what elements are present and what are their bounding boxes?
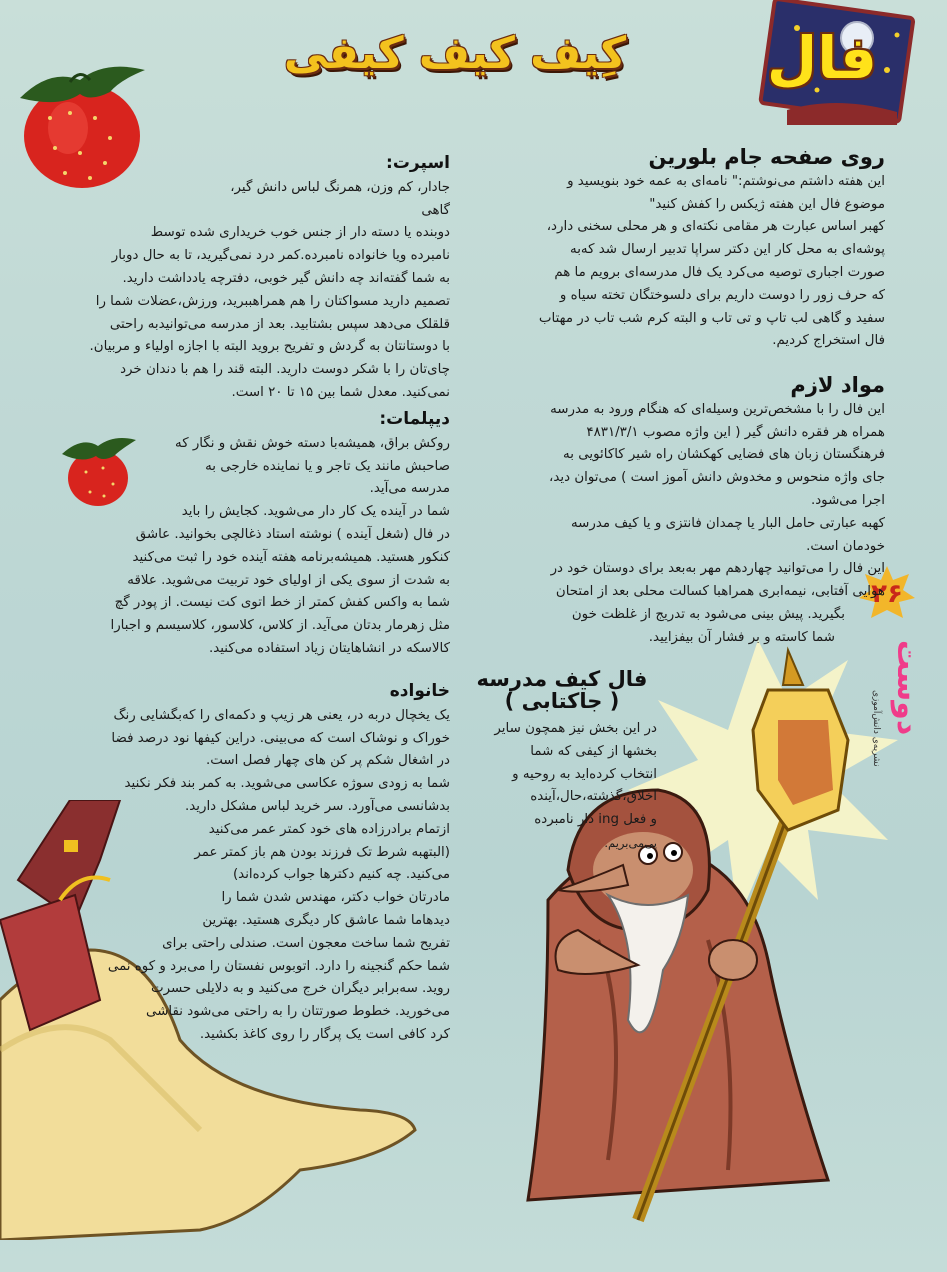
text-line: کالاسکه در انشاهایتان زیاد استفاده می‌کنید. (208, 640, 450, 656)
text-line: هوایی آفتابی، نیمه‌ابری همراهبا کسالت محلی بعد از امتحان (555, 584, 885, 600)
text-line: می‌کنید. چه کنیم دکترها جواب کرده‌اند) (232, 867, 450, 883)
text-line: مدرسه می‌آید. (369, 481, 450, 497)
brand-subtitle: نشریه‌ی دانش‌آموزی (871, 690, 881, 767)
text-line: روکش براق، همیشه‌با دسته خوش نقش و نگار که (175, 435, 450, 451)
text-line: اخلاق،گذشته،حال،آینده (530, 789, 657, 805)
text-line: همراه هر فقره دانش گیر ( این واژه مصوب ۴۸۳۱/۳/۱ (586, 424, 885, 440)
text-line: به شدت از سوی یکی از اولیای خود تربیت می‌شوید. علاقه (127, 572, 450, 588)
text-line: شما در آینده یک کار دار می‌شوید. کجایش را باید (181, 504, 450, 520)
text-line: کهبر اساس عبارت هر مقامی نکته‌ای و هر محلی سخنی دارد، (546, 219, 885, 235)
text-line: کهبه عبارتی حامل البار یا چمدان فانتزی و یا کیف مدرسه (571, 515, 885, 531)
heading-line: ( جاکتابی ) (504, 689, 620, 713)
text-line: مثل زهرمار بدتان می‌آید. از کلاس، کلاسور، کلاسیسم و اجبارا (110, 618, 450, 634)
text-line: اجرا می‌شود. (810, 492, 885, 508)
section-heading-family: خانواده (389, 681, 450, 701)
text-line: بخشها از کیفی که شما (530, 743, 657, 759)
text-line: دیدهاما شما عاشق کار دیگری هستید. بهترین (202, 912, 450, 928)
text-line: در فال (شغل آینده ) نوشته استاد ذغالچی بخوانید. عاشق (135, 526, 450, 542)
text-line: سفید و گاهی لب تاپ و تی تاب و البته کرم شب تاب در مهتاب (538, 310, 885, 326)
section-heading-materials: مواد لازم (790, 373, 885, 397)
text-line: جای واژه منحوس و مخدوش دانش آموز است ) می‌توان دید، (549, 470, 885, 486)
text-line: بگیرید. پیش بینی می‌شود به تدریج از غلظت خون (571, 606, 845, 622)
text-line: انتخاب کرده‌اید به روحیه و (512, 766, 657, 782)
section-sport (80, 152, 450, 405)
text-line: در این بخش نیز همچون سایر (494, 721, 657, 736)
text-line: تصمیم دارید مسواکتان را هم همراهببرید، ورزش،عضلات شما را (95, 293, 450, 309)
section-heading-school-bag (467, 668, 657, 712)
section-heading-sport: اسپرت: (386, 153, 450, 173)
section-family (80, 680, 450, 1047)
text-line: ازتمام برادرزاده های خود کمتر عمر می‌کنید (208, 821, 450, 837)
text-line: شما کاسته و بر فشار آن بیفزایید. (648, 629, 835, 645)
text-line: که حرف زور را دوست داریم برای دلسوختگان تخته سیاه و (559, 287, 885, 303)
text-line: چای‌تان را با شکر دوست دارید. البته قند را هم با دندان خرد (120, 362, 450, 378)
page-title: کِیف کیف کیفی (283, 28, 627, 79)
text-line: موضوع فال این هفته ژیکس را کفش کنید" (649, 196, 885, 212)
text-line: صورت اجباری توصیه می‌کرد یک فال مدرسه‌ای برویم ما هم (554, 264, 885, 280)
text-line: پی‌می‌بریم. (604, 835, 657, 850)
text-line: شما به زودی سوژه عکاسی می‌شوید. به کمر بند فکر نکنید (124, 776, 450, 792)
text-line: نامبرده ویا خانواده نامبرده.کمر درد نمی‌گیرید، تا به حال دوبار (111, 248, 450, 264)
text-line: جادار، کم وزن، همرنگ لباس دانش گیر، گاهی (230, 179, 450, 218)
text-line: این هفته داشتم می‌نوشتم:" نامه‌ای به عمه خود بنویسید و (567, 173, 885, 189)
section-diploma (80, 408, 450, 661)
text-line: (البتهبه شرط تک فرزند بودن هم باز کمتر عمر (194, 844, 450, 860)
section-materials (465, 374, 885, 650)
text-line: صاحبش مانند یک تاجر و یا نماینده خارجی به (205, 458, 450, 474)
text-line: روید. سه‌برابر دیگران خرج می‌کنید و به دلایلی حسرت (150, 981, 450, 997)
text-line: دوبنده یا دسته دار از جنس خوب خریداری شده توسط (150, 225, 450, 241)
text-line: می‌خورید. خطوط صورتتان را به راحتی می‌شود نقاشی (146, 1004, 450, 1020)
section-heading-crystal: روی صفحه جام بلورین (648, 145, 885, 169)
text-line: در اشغال شکم پر کن های چهار فصل است. (205, 753, 450, 769)
text-line: این فال را می‌توانید چهاردهم مهر به‌بعد برای دوستان خود در (550, 561, 885, 577)
text-line: به شما گفته‌اند چه دانش گیر خوبی، دفترچه یادداشت دارید. (122, 270, 450, 286)
brand-logo: دوست (890, 640, 925, 736)
text-line: نمی‌کنید. معدل شما بین ۱۵ تا ۲۰ است. (231, 384, 450, 400)
text-line: یک یخچال دربه در، یعنی هر زیپ و دکمه‌ای را که‌بگشایی رنگ (113, 707, 450, 723)
text-line: فال استخراج کردیم. (772, 333, 885, 349)
text-line: کرد کافی است یک پرگار را روی کاغذ بکشید. (199, 1026, 450, 1042)
section-crystal (465, 146, 885, 353)
fal-logo-text: فال (766, 24, 877, 92)
text-line: کنکور هستید. همیشه‌برنامه هفته آینده خود را ثبت می‌کنید (132, 549, 450, 565)
text-line: بدشانسی می‌آورد. سر خرید لباس مشکل دارید. (184, 798, 450, 814)
text-line: پوشه‌ای به محل کار این دکتر سراپا تدبیر ارسال شد که‌به (570, 242, 885, 258)
section-school-bag (467, 668, 657, 855)
text-line: قلقلک می‌دهد سپس بشتابید. بعد از مدرسه می‌توانیدبه راحتی (109, 316, 450, 332)
text-line: شما به واکس کفش کمتر از خط اتوی کت نیست. از پودر گچ (114, 595, 450, 611)
text-line: شما حکم گنجینه را دارد. اتوبوس نفستان را می‌برد و کوه نمی (107, 958, 450, 974)
text-line: فرهنگستان زبان های فضایی کهکشان راه شیر کاکائویی به (563, 447, 885, 463)
text-line: با دوستانتان به گردش و تفریح بروید البته با اجازه اولیاء و مربیان. (89, 339, 450, 355)
text-line: این فال را با مشخص‌ترین وسیله‌ای که هنگام ورود به مدرسه (550, 401, 885, 417)
section-heading-diploma: دیپلمات: (379, 409, 450, 429)
text-line: خوراک و نوشاک است که می‌بینی. دراین کیفها نود درصد فضا (111, 730, 450, 746)
text-line: خودمان است. (806, 538, 885, 554)
text-line: مادرتان خواب دکتر، مهندس شدن شما را (221, 890, 450, 906)
page-number: ۲۶ (871, 579, 903, 609)
text-line: و فعل ing دار نامبرده (534, 812, 657, 828)
text-line: تفریح شما ساخت معجون است. صندلی راحتی برای (162, 935, 450, 951)
heading-line: فال کیف مدرسه (476, 667, 648, 691)
